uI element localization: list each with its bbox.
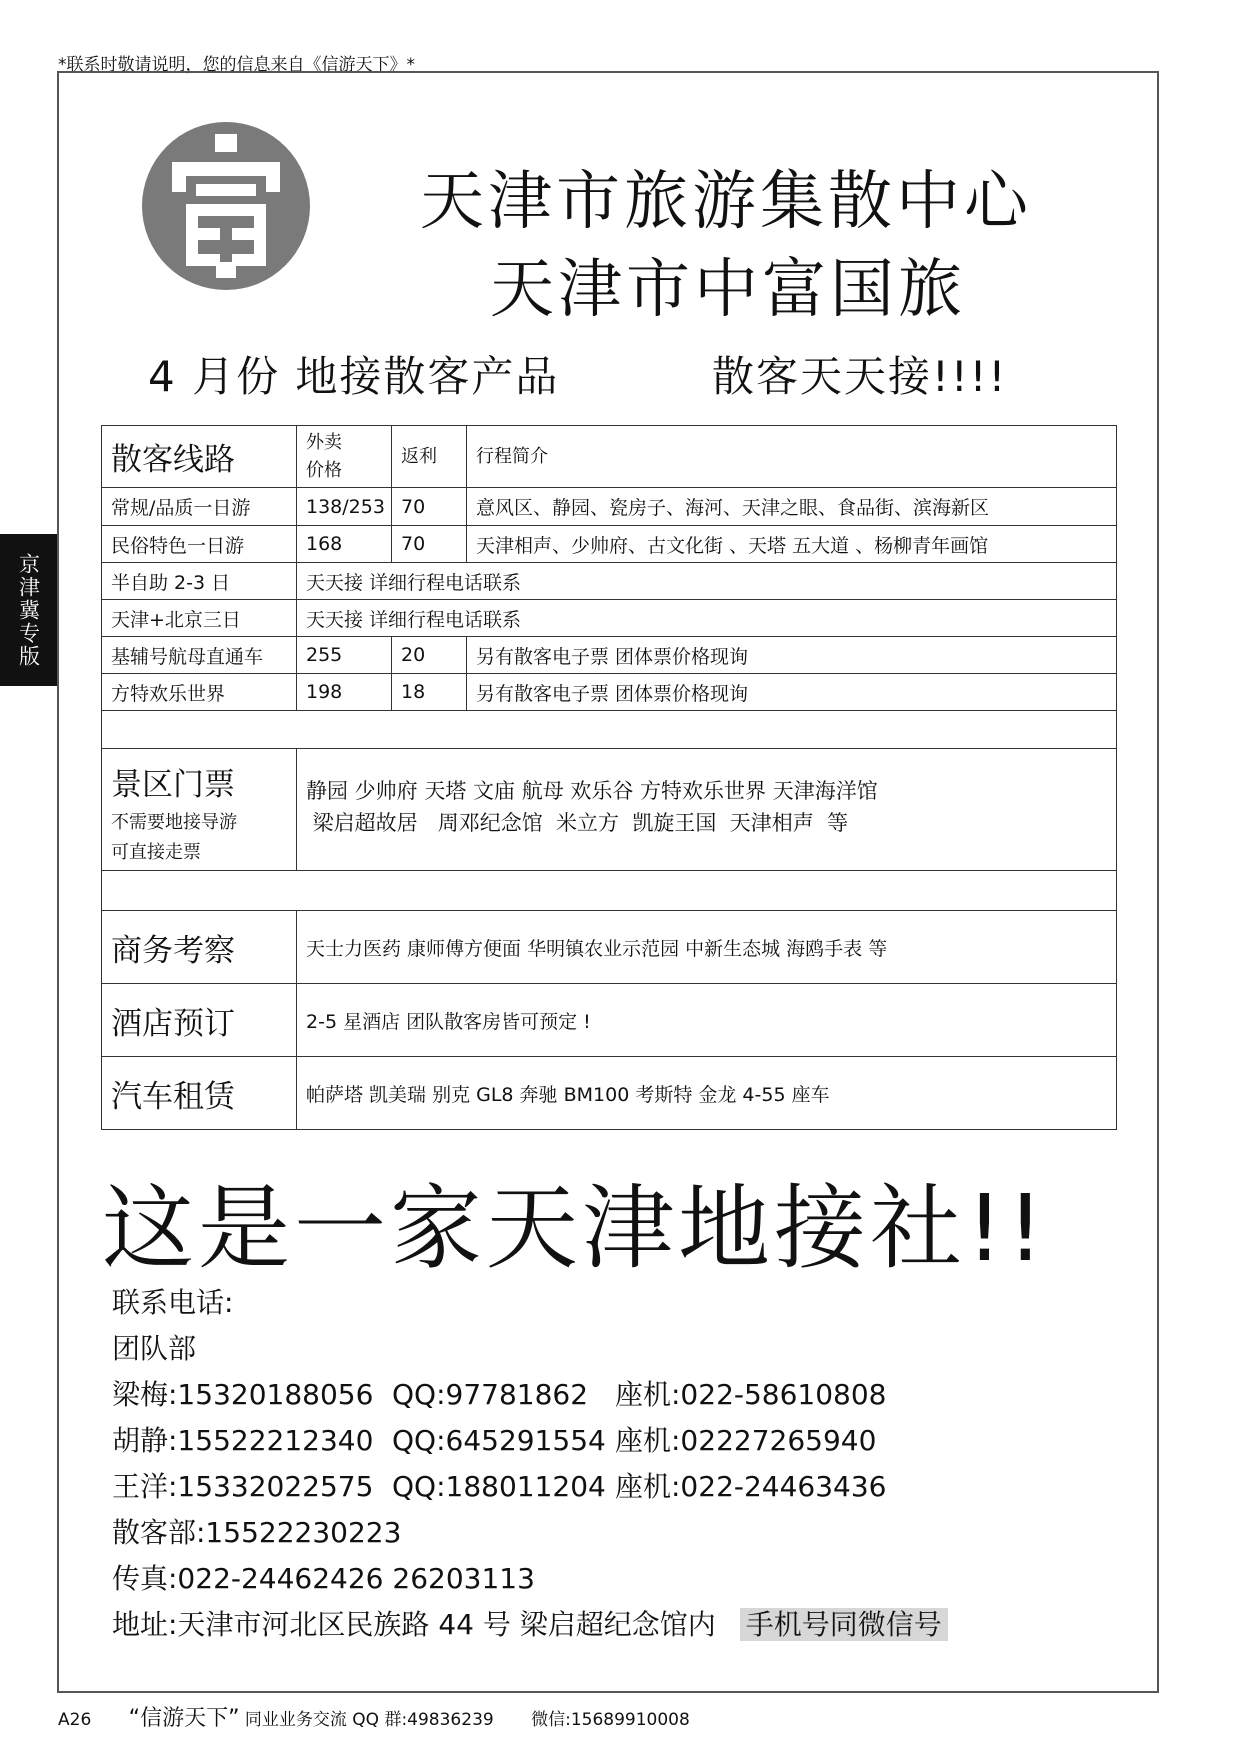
table-row	[102, 637, 1117, 674]
contact-person	[112, 1464, 948, 1510]
rebate-cell: 70	[392, 488, 467, 526]
tickets-list-2: 梁启超故居 周邓纪念馆 米立方 凯旋王国 天津相声 等	[306, 811, 849, 835]
merged-cell: 天天接 详细行程电话联系	[297, 563, 1117, 600]
route-cell: 常规/品质一日游	[102, 488, 297, 526]
table-row	[102, 674, 1117, 711]
team-dept-label: 团队部	[112, 1332, 197, 1365]
route-cell: 基辅号航母直通车	[102, 637, 297, 674]
car-label: 汽车租赁	[111, 1078, 235, 1115]
price-cell: 168	[297, 526, 392, 563]
company-title-1: 天津市旅游集散中心	[420, 165, 1032, 239]
contact-person	[112, 1372, 948, 1418]
tickets-list-1: 静园 少帅府 天塔 文庙 航母 欢乐谷 方特欢乐世界 天津海洋馆	[306, 779, 878, 803]
product-table	[101, 425, 1117, 1130]
rebate-cell: 18	[392, 674, 467, 711]
contact-name-phone: 梁梅:15320188056	[112, 1378, 374, 1411]
header-price-2: 价格	[306, 459, 342, 481]
contact-landline: 座机:02227265940	[615, 1424, 877, 1457]
route-cell: 半自助 2-3 日	[102, 563, 297, 600]
header-route: 散客线路	[111, 442, 235, 478]
hotel-row	[102, 984, 1117, 1057]
contact-name-phone: 胡静:15522212340	[112, 1424, 374, 1457]
itinerary-cell: 意风区、静园、瓷房子、海河、天津之眼、食品街、滨海新区	[467, 488, 1117, 526]
itinerary-cell: 另有散客电子票 团体票价格现询	[467, 674, 1117, 711]
business-content: 天士力医药 康师傅方便面 华明镇农业示范园 中新生态城 海鸥手表 等	[297, 911, 1117, 984]
route-cell: 天津+北京三日	[102, 600, 297, 637]
footer-wechat: 微信:15689910008	[531, 1710, 690, 1730]
business-label: 商务考察	[111, 932, 235, 969]
table-row	[102, 488, 1117, 526]
fax-line: 传真:022-24462426 26203113	[112, 1562, 535, 1595]
retail-dept-phone: 散客部:15522230223	[112, 1516, 402, 1549]
merged-cell: 天天接 详细行程电话联系	[297, 600, 1117, 637]
spacer-row	[102, 871, 1117, 911]
contact-label: 联系电话:	[112, 1286, 234, 1319]
contact-qq: QQ:97781862	[392, 1378, 589, 1411]
car-content: 帕萨塔 凯美瑞 别克 GL8 奔驰 BM100 考斯特 金龙 4-55 座车	[297, 1057, 1117, 1130]
itinerary-cell: 另有散客电子票 团体票价格现询	[467, 637, 1117, 674]
tickets-note-1: 不需要地接导游	[111, 812, 237, 833]
hotel-content: 2-5 星酒店 团队散客房皆可预定 !	[297, 984, 1117, 1057]
table-row	[102, 563, 1117, 600]
contact-qq: QQ:188011204	[392, 1470, 606, 1503]
price-cell: 198	[297, 674, 392, 711]
table-header-row	[102, 426, 1117, 488]
car-row	[102, 1057, 1117, 1130]
price-cell: 138/253	[297, 488, 392, 526]
rebate-cell: 20	[392, 637, 467, 674]
business-row	[102, 911, 1117, 984]
contact-landline: 座机:022-24463436	[615, 1470, 887, 1503]
contact-block	[112, 1280, 948, 1648]
footer	[58, 1701, 690, 1732]
hotel-label: 酒店预订	[111, 1005, 235, 1042]
itinerary-cell: 天津相声、少帅府、古文化街 、天塔 五大道 、杨柳青年画馆	[467, 526, 1117, 563]
route-cell: 民俗特色一日游	[102, 526, 297, 563]
company-logo	[142, 122, 310, 290]
page-number: A26	[58, 1710, 92, 1730]
tickets-label: 景区门票	[111, 767, 235, 803]
tickets-note-2: 可直接走票	[111, 842, 201, 863]
slogan: 这是一家天津地接社!!	[102, 1175, 1048, 1282]
footer-brand: “信游天下”	[128, 1706, 240, 1731]
address-text: 地址:天津市河北区民族路 44 号 梁启超纪念馆内	[112, 1608, 716, 1641]
rebate-cell: 70	[392, 526, 467, 563]
table-row	[102, 600, 1117, 637]
tickets-row	[102, 749, 1117, 871]
subtitle-product: 4 月份 地接散客产品	[148, 352, 560, 401]
contact-name-phone: 王洋:15332022575	[112, 1470, 374, 1503]
header-itinerary: 行程简介	[476, 445, 548, 467]
contact-qq: QQ:645291554	[392, 1424, 606, 1457]
subtitle-daily: 散客天天接!!!!	[712, 352, 1008, 401]
spacer-row	[102, 711, 1117, 749]
table-row	[102, 526, 1117, 563]
wechat-note: 手机号同微信号	[740, 1608, 948, 1641]
side-tab: 京津冀专版	[0, 534, 57, 686]
footer-qq-group: 同业业务交流 QQ 群:49836239	[244, 1710, 494, 1730]
address-line	[112, 1602, 948, 1648]
price-cell: 255	[297, 637, 392, 674]
header-price-1: 外卖	[306, 431, 342, 453]
contact-landline: 座机:022-58610808	[615, 1378, 887, 1411]
route-cell: 方特欢乐世界	[102, 674, 297, 711]
top-note: *联系时敬请说明，您的信息来自《信游天下》*	[58, 55, 415, 75]
header-rebate: 返利	[401, 445, 437, 467]
contact-person	[112, 1418, 948, 1464]
company-title-2: 天津市中富国旅	[490, 253, 966, 327]
